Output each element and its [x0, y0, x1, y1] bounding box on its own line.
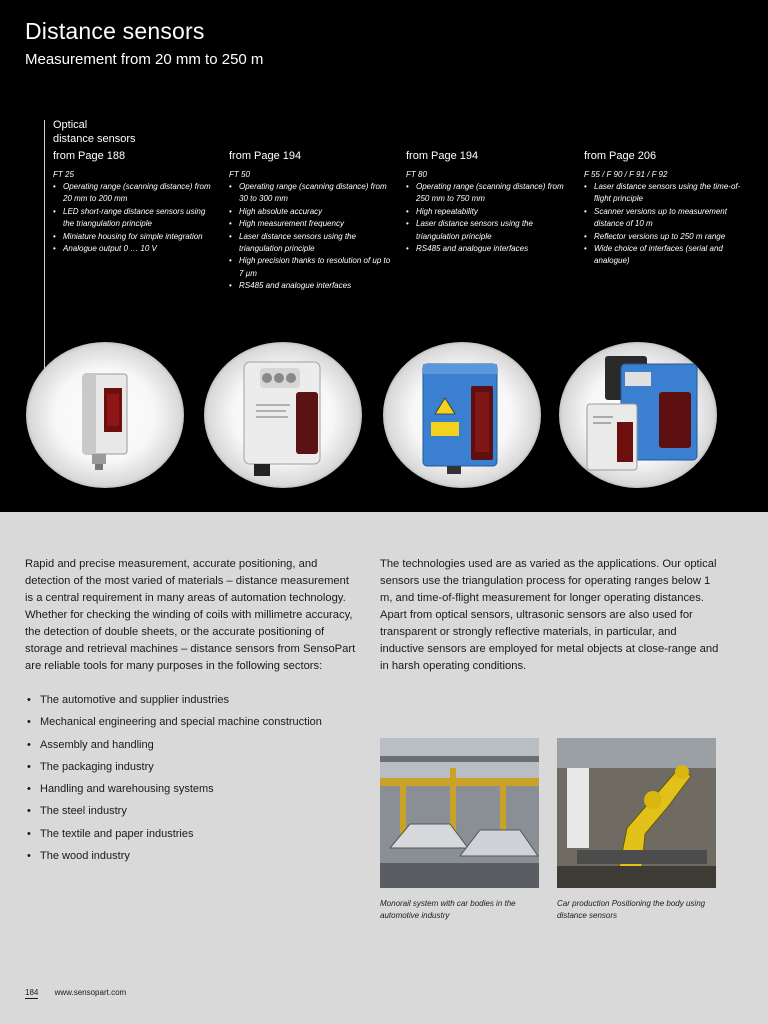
feature-item: • Operating range (scanning distance) from 20 mm to 200 mm [53, 181, 218, 206]
feature-list [53, 181, 218, 255]
feature-item: • High measurement frequency [229, 218, 394, 230]
model-name: FT 80 [406, 170, 427, 179]
page-title: Distance sensors [25, 18, 205, 44]
feature-list [584, 181, 744, 268]
website-url[interactable]: www.sensopart.com [54, 988, 127, 997]
feature-item: • Miniature housing for simple integration [53, 231, 218, 243]
feature-item: • RS485 and analogue interfaces [229, 280, 394, 292]
model-name: F 55 / F 90 / F 91 / F 92 [584, 170, 668, 179]
product-column-ft80 [406, 150, 571, 255]
category-label [53, 118, 203, 146]
feature-item: • RS485 and analogue interfaces [406, 243, 571, 255]
feature-item: • High repeatability [406, 206, 571, 218]
model-name: FT 50 [229, 170, 250, 179]
product-column-f55-f92 [584, 150, 744, 268]
photo-monorail-car-bodies [380, 738, 539, 888]
product-image-ft25 [26, 342, 184, 488]
product-image-f55-f92 [559, 342, 717, 488]
sector-item: • The wood industry [27, 848, 322, 870]
page-reference: from Page 194 [229, 150, 302, 162]
sector-item: • Assembly and handling [27, 737, 322, 759]
feature-list [406, 181, 571, 255]
page-number: 184 [25, 988, 39, 997]
product-column-ft50 [229, 150, 394, 293]
feature-item: • Operating range (scanning distance) from 30 to 300 mm [229, 181, 394, 206]
feature-item: • Wide choice of interfaces (serial and analogue) [584, 243, 744, 268]
model-name: FT 25 [53, 170, 74, 179]
sector-item: • The steel industry [27, 803, 322, 825]
feature-item: • Analogue output 0 … 10 V [53, 243, 218, 255]
sector-item: • The packaging industry [27, 759, 322, 781]
sector-item: • Handling and warehousing systems [27, 781, 322, 803]
feature-item: • LED short-range distance sensors using the triangulation principle [53, 206, 218, 231]
page-footer [25, 988, 126, 999]
feature-item: • Reflector versions up to 250 m range [584, 231, 744, 243]
page-reference: from Page 206 [584, 150, 657, 162]
sector-list [27, 692, 322, 870]
page-reference: from Page 188 [53, 150, 126, 162]
sector-item: • The textile and paper industries [27, 826, 322, 848]
category-line-2: distance sensors [53, 133, 136, 145]
sector-item: • The automotive and supplier industries [27, 692, 322, 714]
product-column-ft25 [53, 150, 218, 255]
feature-item: • Scanner versions up to measurement distance of 10 m [584, 206, 744, 231]
feature-item: • High precision thanks to resolution of up to 7 µm [229, 255, 394, 280]
page-reference: from Page 194 [406, 150, 479, 162]
sector-item: • Mechanical engineering and special machine construction [27, 714, 322, 736]
intro-text-left: Rapid and precise measurement, accurate positioning, and detection of the most varied of materials – distance measurement is a central requirement in many areas of automation technology. Whether for checking the winding of coils with millimetre accuracy, the detection of double sheets, or the accurate positioning of storage and retrieval machines – distance sensors from SensoPart are reliable tools for many purposes in the following sectors: [25, 558, 356, 672]
feature-item: • Laser distance sensors using the triangulation principle [406, 218, 571, 243]
feature-item: • Laser distance sensors using the triangulation principle [229, 231, 394, 256]
caption-car-production: Car production Positioning the body using distance sensors [557, 899, 706, 920]
photo-car-production-robot [557, 738, 716, 888]
caption-monorail: Monorail system with car bodies in the automotive industry [380, 899, 516, 920]
product-image-ft80 [383, 342, 541, 488]
feature-list [229, 181, 394, 293]
page-subtitle: Measurement from 20 mm to 250 m [25, 51, 264, 68]
intro-text-right: The technologies used are as varied as the applications. Our optical sensors use the triangulation process for operating ranges below 1 m, and time-of-flight measurement for longer operating distances. Apart from optical sensors, ultrasonic sensors are also used for transparent or strongly reflective materials, in particular, and inductive sensors are employed for metal objects at close-range and in harsh operating conditions. [380, 558, 719, 672]
category-line-1: Optical [53, 119, 88, 131]
feature-item: • High absolute accuracy [229, 206, 394, 218]
feature-item: • Operating range (scanning distance) from 250 mm to 750 mm [406, 181, 571, 206]
product-image-ft50 [204, 342, 362, 488]
feature-item: • Laser distance sensors using the time-of-flight principle [584, 181, 744, 206]
